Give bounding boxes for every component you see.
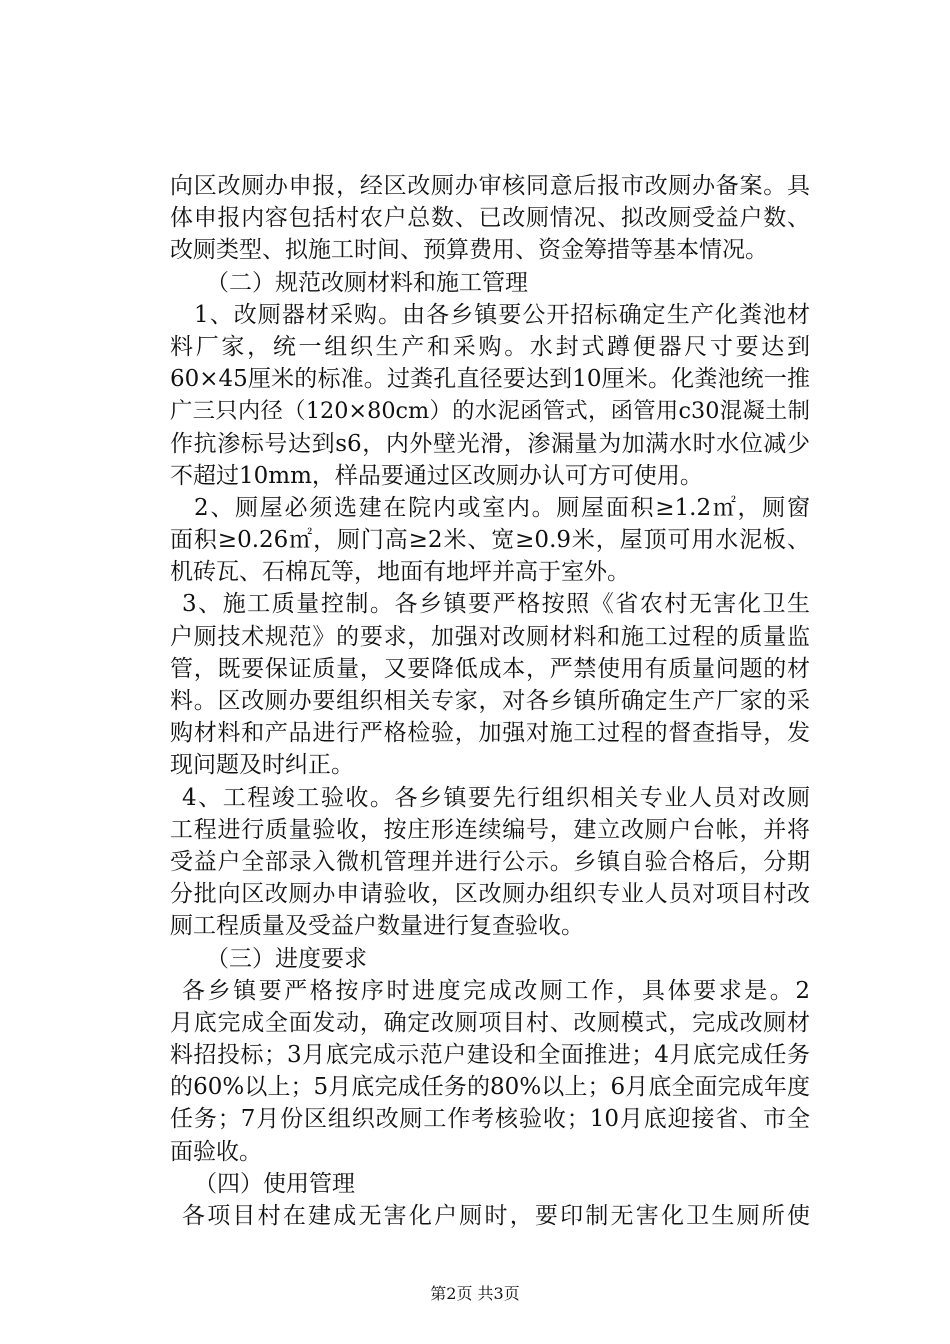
text-line: 厕工程质量及受益户数量进行复查验收。 xyxy=(170,913,584,940)
text-line: 各项目村在建成无害化户厕时，要印制无害化卫生厕所使 xyxy=(182,1203,810,1229)
text-line: 4、工程竣工验收。各乡镇要先行组织相关专业人员对改厕 xyxy=(182,784,810,811)
text-line: 受益户全部录入微机管理并进行公示。乡镇自验合格后，分期 xyxy=(170,848,810,875)
text-line: 料。区改厕办要组织相关专家，对各乡镇所确定生产厂家的采 xyxy=(170,688,810,714)
text-line: 购材料和产品进行严格检验，加强对施工过程的督查指导，发 xyxy=(170,720,810,747)
text-line: 60×45厘米的标准。过粪孔直径要达到10厘米。化粪池统一推 xyxy=(170,366,810,393)
text-line: 月底完成全面发动，确定改厕项目村、改厕模式，完成改厕材 xyxy=(170,1009,810,1036)
text-line: 料招投标；3月底完成示范户建设和全面推进；4月底完成任务 xyxy=(170,1042,810,1069)
section-heading: （四）使用管理 xyxy=(194,1170,355,1197)
text-line: 1、改厕器材采购。由各乡镇要公开招标确定生产化粪池材 xyxy=(194,301,810,328)
page-footer: 第2页 共3页 xyxy=(430,1284,520,1303)
text-line: 面验收。 xyxy=(170,1138,262,1165)
document-body xyxy=(170,170,810,1232)
text-line: 分批向区改厕办申请验收，区改厕办组织专业人员对项目村改 xyxy=(170,881,810,908)
text-line: 户厕技术规范》的要求，加强对改厕材料和施工过程的质量监 xyxy=(170,623,810,650)
section-heading: （二）规范改厕材料和施工管理 xyxy=(206,269,528,296)
text-line: 管，既要保证质量，又要降低成本，严禁使用有质量问题的材 xyxy=(170,655,810,682)
text-line: 3、施工质量控制。各乡镇要严格按照《省农村无害化卫生 xyxy=(182,591,810,618)
text-line: 面积≥0.26㎡，厕门高≥2米、宽≥0.9米，屋顶可用水泥板、 xyxy=(170,527,810,554)
text-line: 改厕类型、拟施工时间、预算费用、资金筹措等基本情况。 xyxy=(170,237,768,264)
text-line: 工程进行质量验收，按庄形连续编号，建立改厕户台帐，并将 xyxy=(170,816,810,843)
text-line: 2、厕屋必须选建在院内或室内。厕屋面积≥1.2㎡，厕窗 xyxy=(194,494,810,521)
text-line: 广三只内径（120×80cm）的水泥函管式，函管用c30混凝土制 xyxy=(170,398,810,425)
text-line: 现问题及时纠正。 xyxy=(170,752,354,779)
section-heading: （三）进度要求 xyxy=(206,945,367,972)
text-line: 不超过10mm，样品要通过区改厕办认可方可使用。 xyxy=(170,462,703,489)
text-line: 任务；7月份区组织改厕工作考核验收；10月底迎接省、市全 xyxy=(170,1106,810,1133)
text-line: 各乡镇要严格按序时进度完成改厕工作，具体要求是。2 xyxy=(182,977,810,1004)
text-line: 的60%以上；5月底完成任务的80%以上；6月底全面完成年度 xyxy=(170,1074,810,1101)
text-line: 向区改厕办申报，经区改厕办审核同意后报市改厕办备案。具 xyxy=(170,173,810,199)
text-line: 机砖瓦、石棉瓦等，地面有地坪并高于室外。 xyxy=(170,559,630,586)
text-line: 料厂家，统一组织生产和采购。水封式蹲便器尺寸要达到 xyxy=(170,333,810,360)
text-line: 作抗渗标号达到s6，内外壁光滑，渗漏量为加满水时水位减少 xyxy=(170,430,810,457)
text-line: 体申报内容包括村农户总数、已改厕情况、拟改厕受益户数、 xyxy=(170,205,810,232)
